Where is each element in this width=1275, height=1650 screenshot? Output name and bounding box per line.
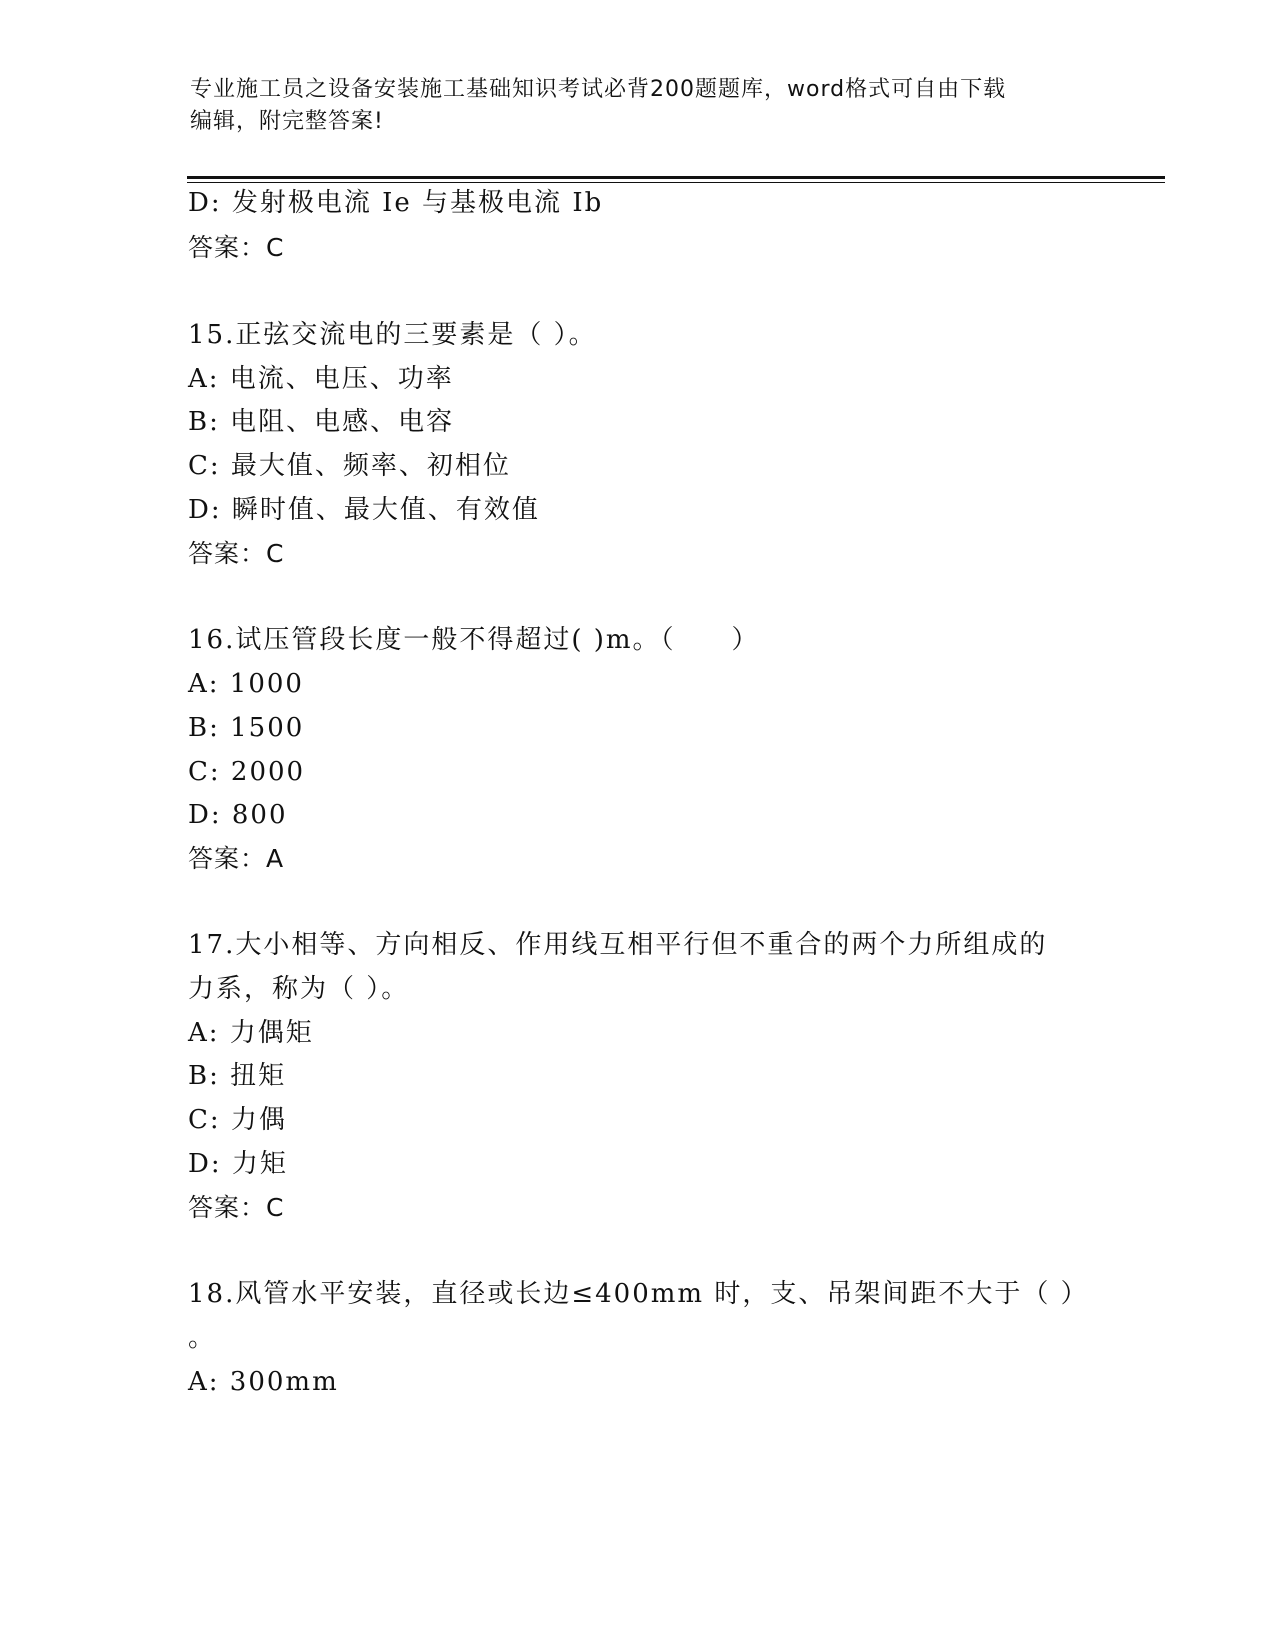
q17-question-line-2: 力系，称为（ ）。	[188, 974, 410, 1004]
q14-answer: 答案：C	[188, 233, 285, 262]
q14-option-d: D: 发射极电流 Ie 与基极电流 Ib	[188, 188, 604, 218]
q15-option-d: D: 瞬时值、最大值、有效值	[188, 495, 540, 525]
header-title-line-1: 专业施工员之设备安装施工基础知识考试必背200题题库，word格式可自由下载	[190, 77, 1007, 102]
q15-option-c: C: 最大值、频率、初相位	[188, 451, 511, 481]
header-rule-thin	[187, 182, 1165, 183]
q16-option-c: C: 2000	[188, 757, 306, 787]
q16-option-d: D: 800	[188, 800, 288, 830]
q16-answer: 答案：A	[188, 844, 285, 873]
q18-option-a: A: 300mm	[188, 1367, 339, 1397]
q17-option-c: C: 力偶	[188, 1105, 287, 1135]
header-rule-thick	[187, 176, 1165, 179]
q16-option-a: A: 1000	[188, 669, 304, 699]
q15-question: 15.正弦交流电的三要素是（ ）。	[188, 320, 597, 350]
header-title-line-2: 编辑，附完整答案!	[190, 109, 384, 134]
q16-option-b: B: 1500	[188, 713, 305, 743]
document-header	[190, 74, 1090, 138]
q17-answer: 答案：C	[188, 1193, 285, 1222]
q15-option-b: B: 电阻、电感、电容	[188, 407, 455, 437]
q15-option-a: A: 电流、电压、功率	[188, 364, 454, 394]
q18-question-line-2: 。	[188, 1323, 217, 1353]
q17-question-line-1: 17.大小相等、方向相反、作用线互相平行但不重合的两个力所组成的	[188, 930, 1048, 960]
q17-option-b: B: 扭矩	[188, 1061, 287, 1091]
q17-option-a: A: 力偶矩	[188, 1018, 314, 1048]
q16-question: 16.试压管段长度一般不得超过( )m。（ ）	[188, 625, 760, 655]
q17-option-d: D: 力矩	[188, 1149, 288, 1179]
q18-question-line-1: 18.风管水平安装，直径或长边≤400mm 时，支、吊架间距不大于（ ）	[188, 1279, 1089, 1309]
q15-answer: 答案：C	[188, 539, 285, 568]
